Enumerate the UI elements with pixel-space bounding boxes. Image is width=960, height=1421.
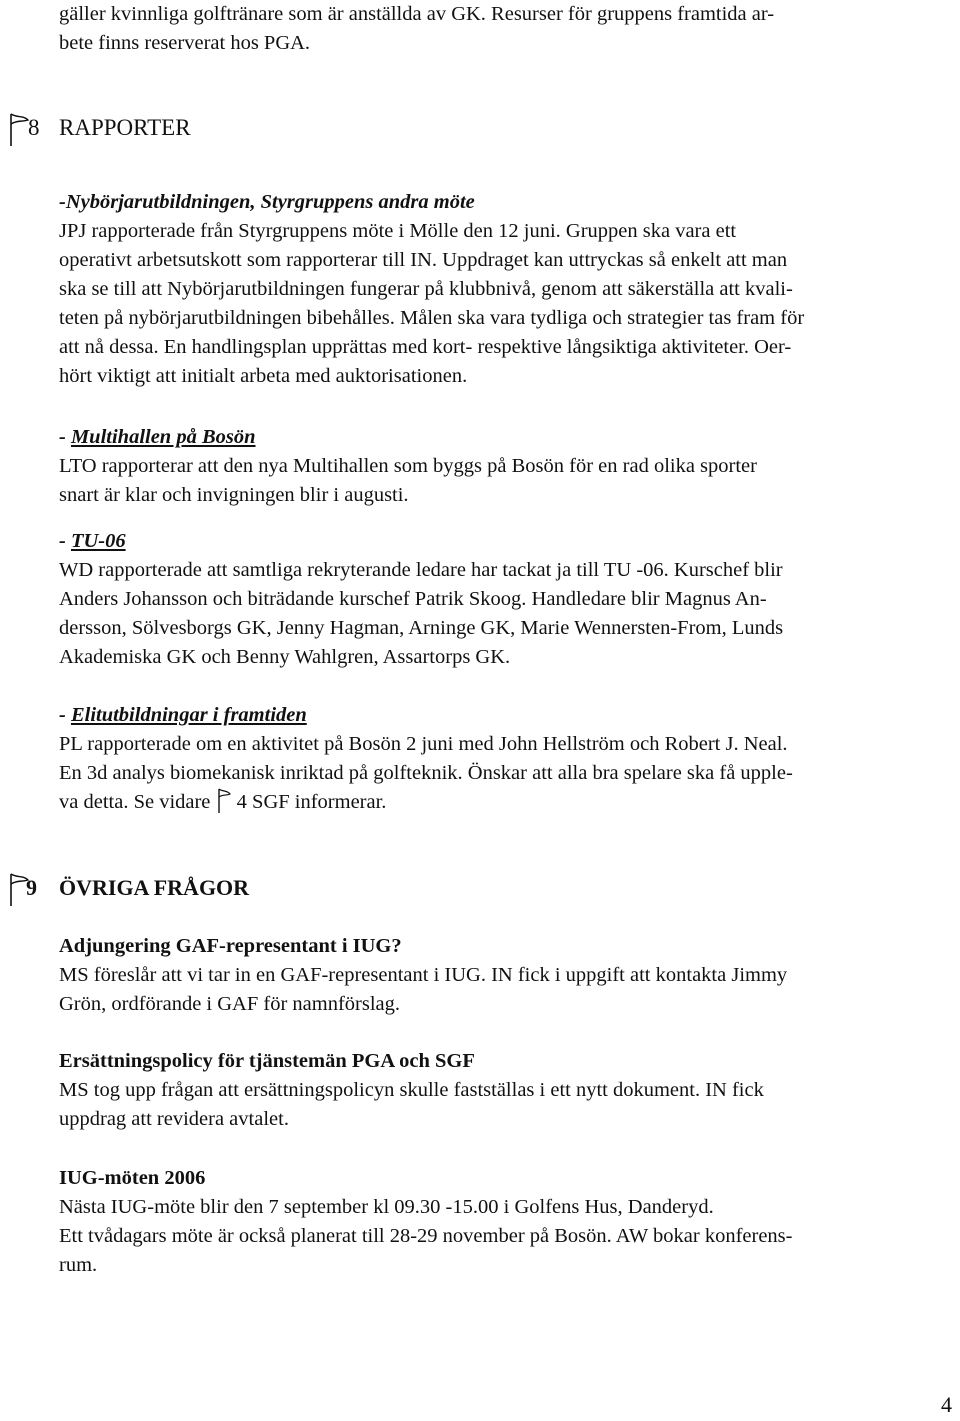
body-text-line: Nästa IUG-möte blir den 7 september kl 09.30 -15.00 i Golfens Hus, Danderyd. xyxy=(59,1196,714,1218)
subsection-heading xyxy=(59,527,126,556)
heading-text: Elitutbildningar i framtiden xyxy=(70,704,307,726)
body-text-line: WD rapporterade att samtliga rekryterande ledare har tackat ja till TU -06. Kurschef blir xyxy=(59,559,783,581)
body-text: va detta. Se vidare xyxy=(59,791,216,813)
section-number: 9 xyxy=(26,875,37,900)
body-text-line: operativt arbetsutskott som rapporterar till IN. Uppdraget kan uttryckas så enkelt att man xyxy=(59,249,788,271)
subsection-heading: IUG-möten 2006 xyxy=(59,1167,206,1189)
body-text-line xyxy=(59,788,386,817)
subsection-heading: Ersättningspolicy för tjänstemän PGA och SGF xyxy=(59,1050,475,1072)
body-text-line: snart är klar och invigningen blir i augusti. xyxy=(59,484,409,506)
body-text-line: uppdrag att revidera avtalet. xyxy=(59,1108,289,1130)
heading-dash: - xyxy=(59,426,71,448)
subsection-heading xyxy=(59,423,256,452)
body-text-line: Anders Johansson och biträdande kurschef Patrik Skoog. Handledare blir Magnus An- xyxy=(59,588,767,610)
subsection-heading xyxy=(59,701,307,730)
heading-dash: - xyxy=(59,704,71,726)
heading-text: TU-06 xyxy=(70,530,126,552)
subsection-heading: -Nybörjarutbildningen, Styrgruppens andra möte xyxy=(59,191,475,213)
body-text-line: Grön, ordförande i GAF för namnförslag. xyxy=(59,993,401,1015)
page-number: 4 xyxy=(941,1392,952,1417)
section-number: 8 xyxy=(28,115,40,140)
body-text-line: PL rapporterade om en aktivitet på Bosön 2 juni med John Hellström och Robert J. Neal. xyxy=(59,733,788,755)
body-text-line: Akademiska GK och Benny Wahlgren, Assartorps GK. xyxy=(59,646,511,668)
body-text-line: bete finns reserverat hos PGA. xyxy=(59,32,311,54)
body-text-line: dersson, Sölvesborgs GK, Jenny Hagman, Arninge GK, Marie Wennersten-From, Lunds xyxy=(59,617,784,639)
subsection-heading: Adjungering GAF-representant i IUG? xyxy=(59,935,402,957)
body-text-line: Ett tvådagars möte är också planerat till 28-29 november på Bosön. AW bokar konferens- xyxy=(59,1225,793,1247)
body-text-line: ska se till att Nybörjarutbildningen fungerar på klubbnivå, genom att säkerställa att kvali- xyxy=(59,278,793,300)
heading-text: Multihallen på Bosön xyxy=(70,426,256,448)
heading-dash: - xyxy=(59,530,71,552)
golf-flag-icon xyxy=(8,112,30,148)
body-text: 4 SGF informerar. xyxy=(231,791,387,813)
body-text-line: LTO rapporterar att den nya Multihallen som byggs på Bosön för en rad olika sporter xyxy=(59,455,757,477)
body-text-line: rum. xyxy=(59,1254,98,1276)
body-text-line: MS tog upp frågan att ersättningspolicyn skulle fastställas i ett nytt dokument. IN fick xyxy=(59,1079,764,1101)
section-title: RAPPORTER xyxy=(59,115,191,140)
section-title: ÖVRIGA FRÅGOR xyxy=(59,875,250,900)
body-text-line: gäller kvinnliga golftränare som är anställda av GK. Resurser för gruppens framtida ar- xyxy=(59,3,775,25)
body-text-line: En 3d analys biomekanisk inriktad på golfteknik. Önskar att alla bra spelare ska få upple- xyxy=(59,762,793,784)
body-text-line: teten på nybörjarutbildningen bibehålles. Målen ska vara tydliga och strategier tas fram för xyxy=(59,307,805,329)
body-text-line: hört viktigt att initialt arbeta med auktorisationen. xyxy=(59,365,468,387)
body-text-line: JPJ rapporterade från Styrgruppens möte i Mölle den 12 juni. Gruppen ska vara ett xyxy=(59,220,737,242)
body-text-line: MS föreslår att vi tar in en GAF-representant i IUG. IN fick i uppgift att kontakta Jimmy xyxy=(59,964,788,986)
body-text-line: att nå dessa. En handlingsplan upprättas med kort- respektive långsiktiga aktiviteter. Oer- xyxy=(59,336,792,358)
golf-flag-icon xyxy=(216,788,232,814)
